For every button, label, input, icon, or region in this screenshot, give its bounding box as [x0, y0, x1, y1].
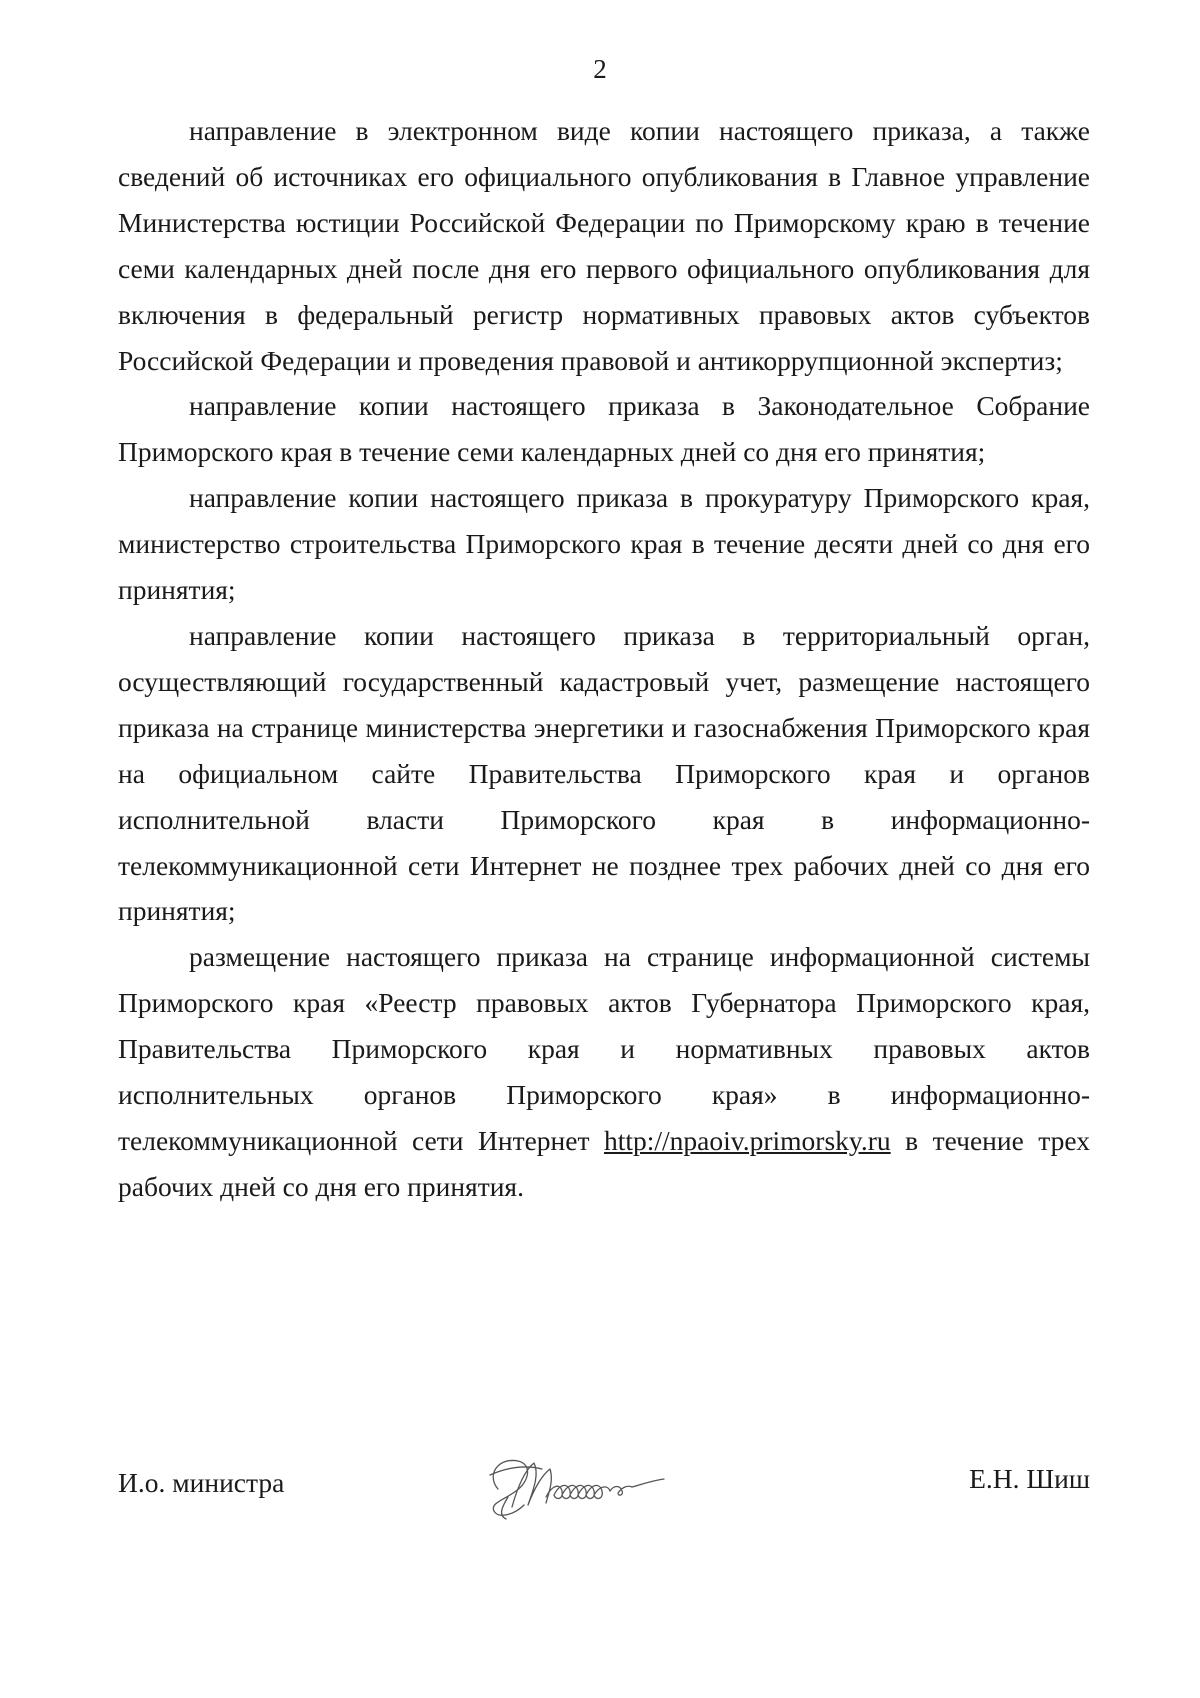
handwritten-signature [468, 1445, 708, 1525]
signatory-name: Е.Н. Шиш [969, 1463, 1090, 1494]
signatory-position: И.о. министра [118, 1467, 285, 1498]
paragraph-electronic-copy: направление в электронном виде копии настоящего приказа, а также сведений об источниках его официального опубликования в Главное управление Министерства юстиции Российской Федерации по Приморскому краю в течение семи календарных дней после дня его первого официального опубликования для включения в федеральный регистр нормативных правовых актов субъектов Российской Федерации и проведения правовой и антикоррупционной экспертиз; [118, 115, 1090, 376]
paragraph-legislative-assembly: направление копии настоящего приказа в Законодательное Собрание Приморского края в течение семи календарных дней со дня его принятия; [118, 390, 1090, 468]
paragraph-prosecutor: направление копии настоящего приказа в прокуратуру Приморского края, министерство строительства Приморского края в течение десяти дней со дня его принятия; [118, 482, 1090, 606]
page-number: 2 [593, 54, 607, 84]
registry-url-link[interactable]: http://npaoiv.primorsky.ru [603, 1124, 891, 1156]
document-body [118, 108, 1090, 1210]
paragraph-registry-publication [118, 934, 1090, 1209]
registry-text-before-link: размещение настоящего приказа на странице информационной системы Приморского края «Реестр правовых актов Губернатора Приморского края, Правительства Приморского края и нормативных правовых актов исполнительных органов Приморского края» в информационно-телекоммуникационной сети Интернет [118, 941, 1090, 1156]
registry-text-after-link: в течение трех рабочих дней со дня его принятия. [118, 1124, 1090, 1202]
paragraph-cadastral-publication: направление копии настоящего приказа в территориальный орган, осуществляющий государственный кадастровый учет, размещение настоящего приказа на странице министерства энергетики и газоснабжения Приморского края на официальном сайте Правительства Приморского края и органов исполнительной власти Приморского края в информационно-телекоммуникационной сети Интернет не позднее трех рабочих дней со дня его принятия; [118, 619, 1090, 927]
signature-block [118, 1445, 1090, 1525]
